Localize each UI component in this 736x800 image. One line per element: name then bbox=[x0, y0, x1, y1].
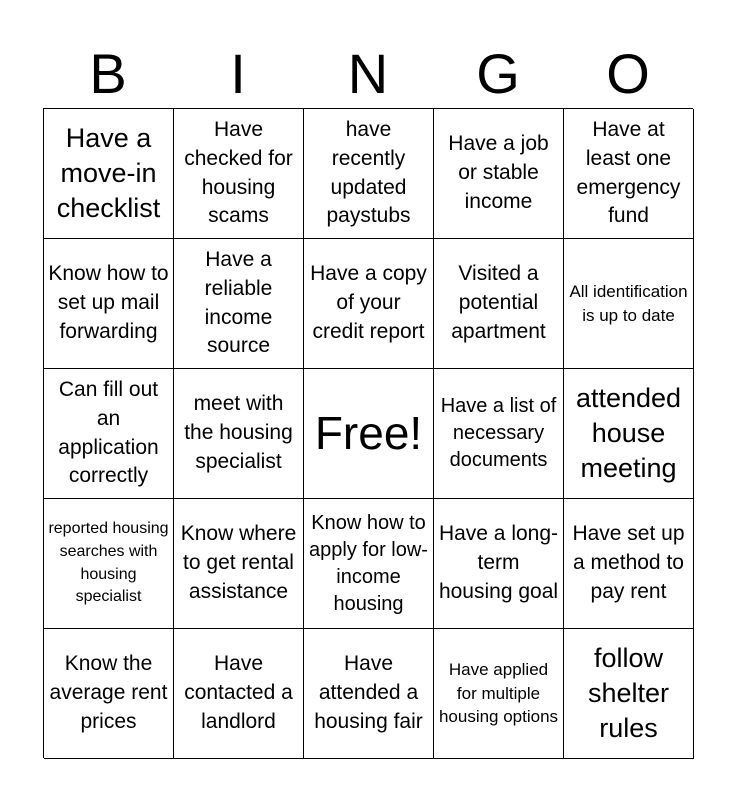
cell-text: Have applied for multiple housing options bbox=[438, 659, 559, 727]
bingo-cell[interactable] bbox=[304, 239, 434, 369]
bingo-cell[interactable] bbox=[304, 629, 434, 759]
cell-text: Have checked for housing scams bbox=[184, 117, 293, 228]
bingo-cell[interactable] bbox=[564, 109, 694, 239]
cell-text: Know how to set up mail forwarding bbox=[48, 262, 169, 343]
cell-text: Know how to apply for low-income housing bbox=[309, 511, 428, 615]
bingo-cell[interactable] bbox=[564, 499, 694, 629]
cell-text: Have a move-in checklist bbox=[56, 122, 161, 224]
bingo-cell[interactable] bbox=[564, 369, 694, 499]
cell-text: Visited a potential apartment bbox=[451, 262, 546, 343]
bingo-cell[interactable] bbox=[44, 629, 174, 759]
bingo-cell[interactable] bbox=[44, 109, 174, 239]
bingo-cell[interactable] bbox=[434, 109, 564, 239]
cell-text: Have contacted a landlord bbox=[184, 652, 293, 733]
bingo-cell[interactable] bbox=[174, 629, 304, 759]
cell-text: reported housing searches with housing specialist bbox=[48, 520, 169, 606]
free-space-text: Free! bbox=[314, 407, 423, 460]
cell-text: Have set up a method to pay rent bbox=[572, 522, 685, 603]
cell-text: All identification is up to date bbox=[569, 281, 688, 325]
bingo-cell[interactable] bbox=[434, 629, 564, 759]
bingo-cell[interactable] bbox=[174, 499, 304, 629]
header-letter-i: I bbox=[230, 42, 246, 105]
cell-text: Have attended a housing fair bbox=[314, 652, 423, 733]
cell-text: meet with the housing specialist bbox=[184, 392, 293, 473]
cell-text: Have a long-term housing goal bbox=[438, 522, 559, 603]
cell-text: Have a reliable income source bbox=[204, 247, 273, 358]
cell-text: Have a job or stable income bbox=[448, 132, 549, 213]
bingo-cell[interactable] bbox=[564, 239, 694, 369]
bingo-cell[interactable] bbox=[44, 369, 174, 499]
bingo-cell[interactable] bbox=[44, 239, 174, 369]
bingo-cell[interactable] bbox=[174, 109, 304, 239]
cell-text: Know where to get rental assistance bbox=[180, 522, 297, 603]
bingo-cell[interactable] bbox=[434, 239, 564, 369]
bingo-cell[interactable] bbox=[174, 369, 304, 499]
bingo-header bbox=[43, 40, 693, 108]
cell-text: follow shelter rules bbox=[587, 642, 670, 744]
cell-text: Can fill out an application correctly bbox=[58, 377, 159, 488]
bingo-cell[interactable] bbox=[304, 109, 434, 239]
header-letter-g: G bbox=[476, 42, 520, 105]
header-letter-n: N bbox=[347, 42, 389, 105]
bingo-card-grid bbox=[43, 108, 693, 758]
bingo-cell[interactable] bbox=[564, 629, 694, 759]
header-letter-b: B bbox=[89, 42, 127, 105]
bingo-cell[interactable] bbox=[434, 369, 564, 499]
header-letter-o: O bbox=[606, 42, 650, 105]
cell-text: attended house meeting bbox=[575, 382, 682, 484]
bingo-cell[interactable] bbox=[44, 499, 174, 629]
bingo-cell[interactable] bbox=[304, 499, 434, 629]
cell-text: have recently updated paystubs bbox=[326, 117, 411, 228]
bingo-cell-free[interactable] bbox=[304, 369, 434, 499]
bingo-cell[interactable] bbox=[174, 239, 304, 369]
cell-text: Have a copy of your credit report bbox=[310, 262, 427, 343]
bingo-cell[interactable] bbox=[434, 499, 564, 629]
cell-text: Have a list of necessary documents bbox=[440, 395, 557, 471]
cell-text: Have at least one emergency fund bbox=[576, 117, 681, 228]
cell-text: Know the average rent prices bbox=[49, 652, 168, 733]
